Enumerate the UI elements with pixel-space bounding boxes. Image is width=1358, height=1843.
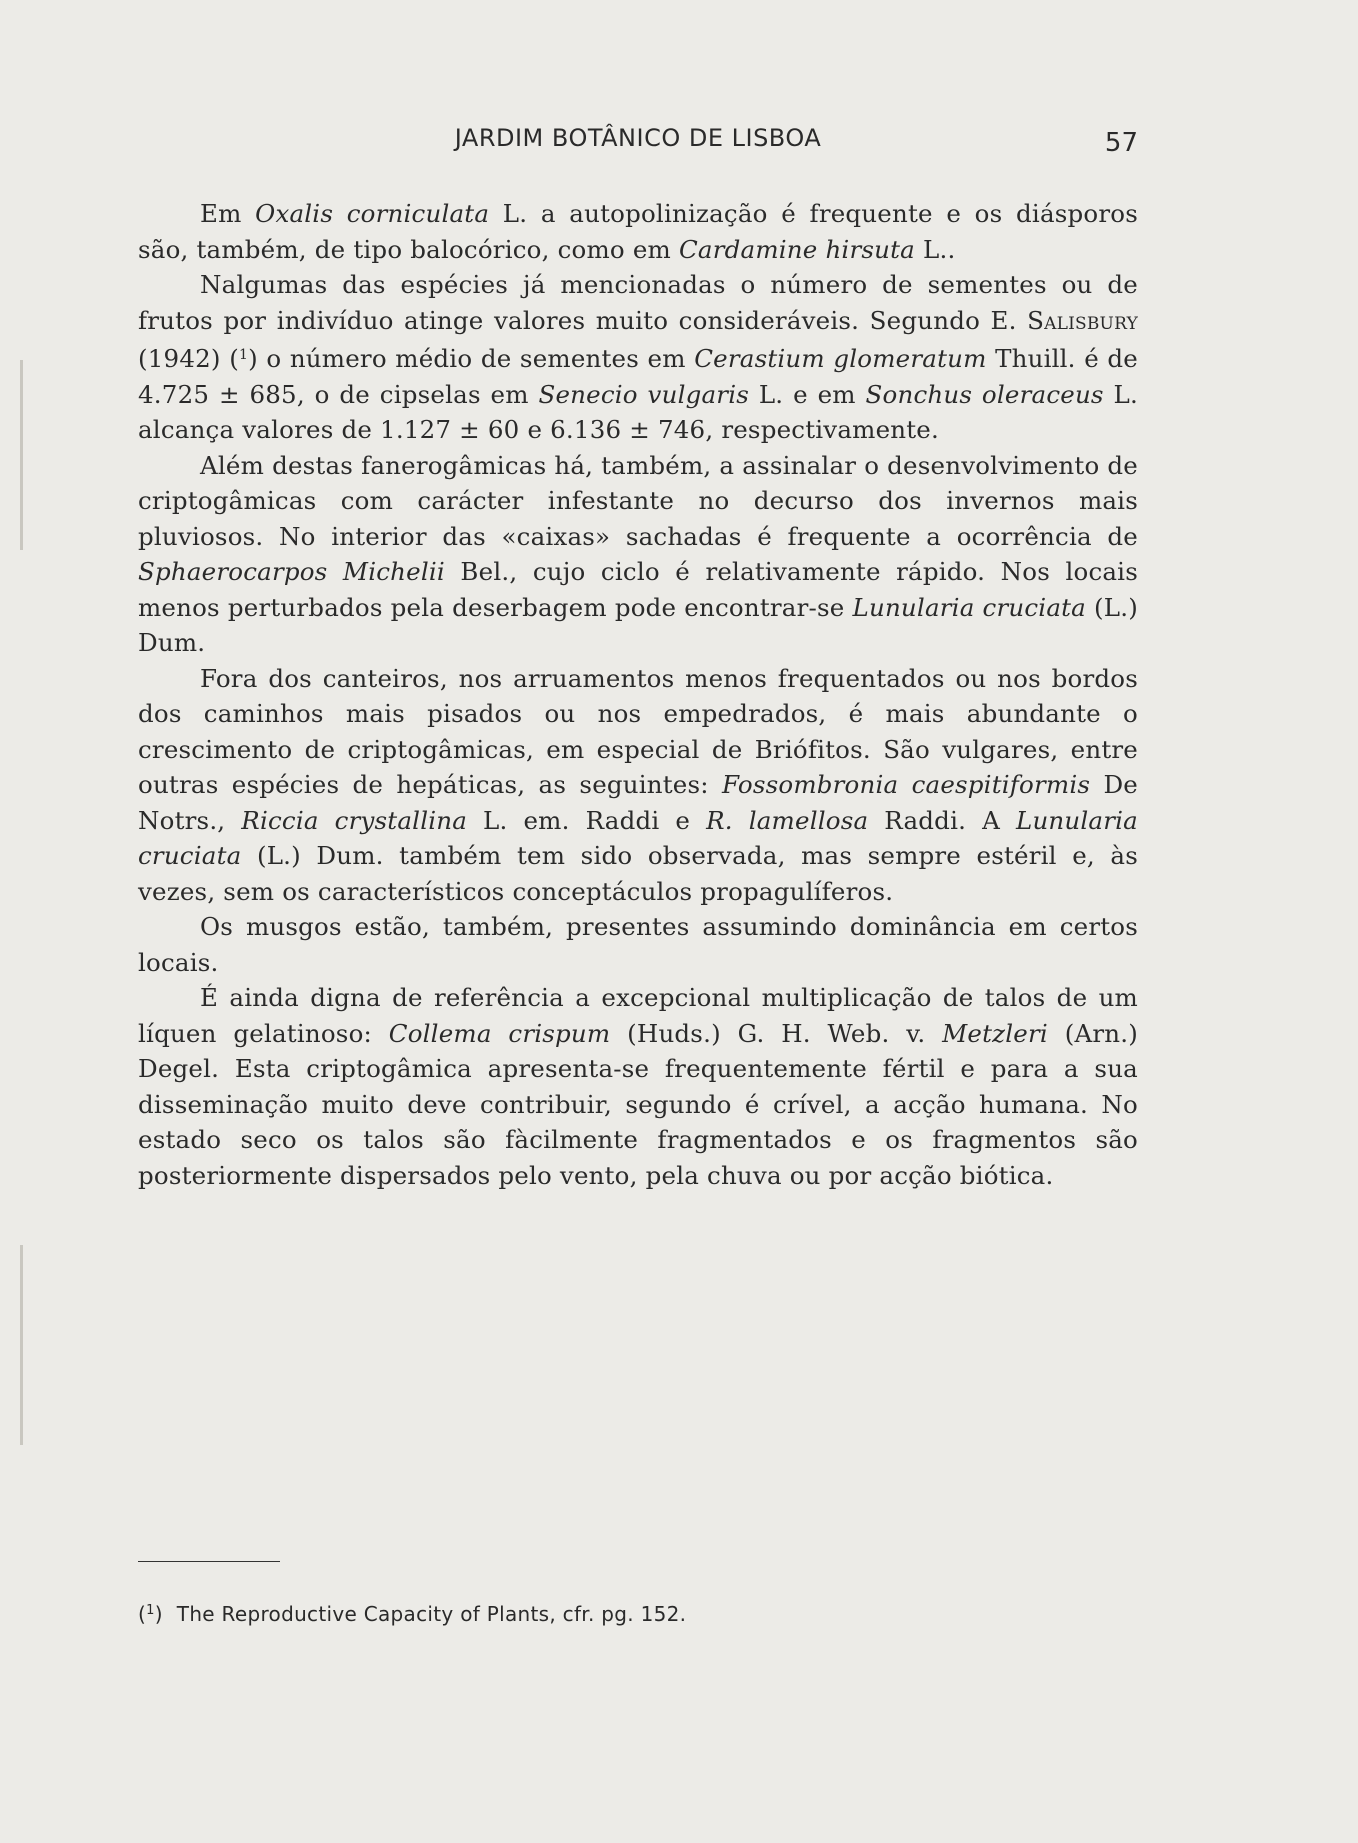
text-run: (Arn.) Degel. Esta criptogâmica apresenta-se frequentemente fértil e para a sua disseminação muito deve contribuir, segundo é crível, a acção humana. No estado seco os talos são fàcilmente fragmentados e os fragmentos são posteriormente dispersados pelo vento, pela chuva ou por acção biótica. (138, 1018, 1138, 1190)
footnote-rule (138, 1561, 280, 1562)
species-name: Oxalis corniculata (255, 199, 490, 228)
text-run: Nalgumas das espécies já mencionadas o número de sementes ou de frutos por indivíduo atinge valores muito consideráveis. Segundo E. (138, 270, 1138, 335)
text-run: (L.) Dum. também tem sido observada, mas sempre estéril e, às vezes, sem os característicos conceptáculos propagulíferos. (138, 841, 1138, 906)
species-name: Lunularia cruciata (852, 592, 1086, 622)
footnote-number: ($^1$) (138, 1602, 163, 1626)
paragraph (138, 196, 1138, 267)
author-name: Salisbury (1027, 305, 1138, 335)
species-name: Sonchus oleraceus (865, 379, 1104, 409)
species-name: Riccia crystallina (241, 805, 468, 835)
text-run: L. em. Raddi e (467, 805, 707, 835)
paragraph (138, 909, 1138, 980)
species-name: Collema crispum (388, 1018, 611, 1048)
body-text (138, 196, 1138, 1193)
text-run: (L.) Dum. (138, 592, 1139, 657)
paragraph (138, 661, 1138, 910)
species-name: R. lamellosa (706, 805, 869, 835)
running-head (138, 120, 1138, 160)
species-name: Fossombronia caespitiformis (722, 770, 1091, 799)
text-run: L. alcança valores de 1.127 ± 60 e 6.136 ± 746, respectivamente. (138, 379, 1138, 444)
margin-scan-mark-lower (20, 1245, 23, 1445)
text-run: Fora dos canteiros, nos arruamentos menos frequentados ou nos bordos dos caminhos mais pisados ou nos empedrados, é mais abundante o crescimento de criptogâmicas, em especial de Briófitos. São vulgares, entre outras espécies de hepáticas, as seguintes: (138, 663, 1138, 799)
page-number: 57 (1104, 128, 1138, 158)
text-run: L. a autopolinização é frequente e os diásporos são, também, de tipo balocórico, como em (138, 199, 1138, 264)
paragraph (138, 448, 1138, 661)
text-run: É ainda digna de referência a excepcional multiplicação de talos de um líquen gelatinoso: (138, 983, 1138, 1048)
paragraph (138, 267, 1138, 448)
text-run: ) o número médio de sementes em (248, 344, 695, 373)
footnote-ref: 1 (238, 347, 249, 363)
text-run: Os musgos estão, também, presentes assumindo dominância em certos locais. (138, 912, 1138, 977)
text-run: Além destas fanerogâmicas há, também, a assinalar o desenvolvimento de criptogâmicas com carácter infestante no decurso dos invernos mais pluviosos. No interior das «caixas» sachadas é frequente a ocorrência de (138, 450, 1138, 551)
running-title: JARDIM BOTÂNICO DE LISBOA (454, 124, 822, 152)
species-name: Senecio vulgaris (538, 379, 750, 409)
species-name: Sphaerocarpos Michelii (138, 557, 445, 586)
footnote (138, 1602, 1138, 1626)
species-name: Metzleri (942, 1018, 1048, 1048)
footnote-text: The Reproductive Capacity of Plants, cfr. pg. 152. (176, 1602, 687, 1626)
margin-scan-mark-upper (20, 360, 23, 550)
species-name: Cardamine hirsuta (678, 234, 915, 264)
text-run: Raddi. A (868, 805, 1016, 835)
species-name: Cerastium glomeratum (694, 344, 987, 373)
text-run: Em (200, 199, 256, 228)
species-name: Lunularia cruciata (138, 805, 1138, 870)
text-run: Bel., cujo ciclo é relativamente rápido. Nos locais menos perturbados pela deserbagem pode encontrar-se (138, 557, 1138, 622)
text-run: L. e em (749, 379, 866, 409)
text-run: Thuill. é de 4.725 ± 685, o de cipselas em (138, 344, 1138, 409)
text-run: L.. (915, 234, 956, 264)
paragraph (138, 980, 1138, 1193)
text-run: De Notrs., (138, 770, 1138, 835)
text-run: (1942) ( (138, 344, 239, 373)
text-run: (Huds.) G. H. Web. v. (610, 1018, 943, 1048)
